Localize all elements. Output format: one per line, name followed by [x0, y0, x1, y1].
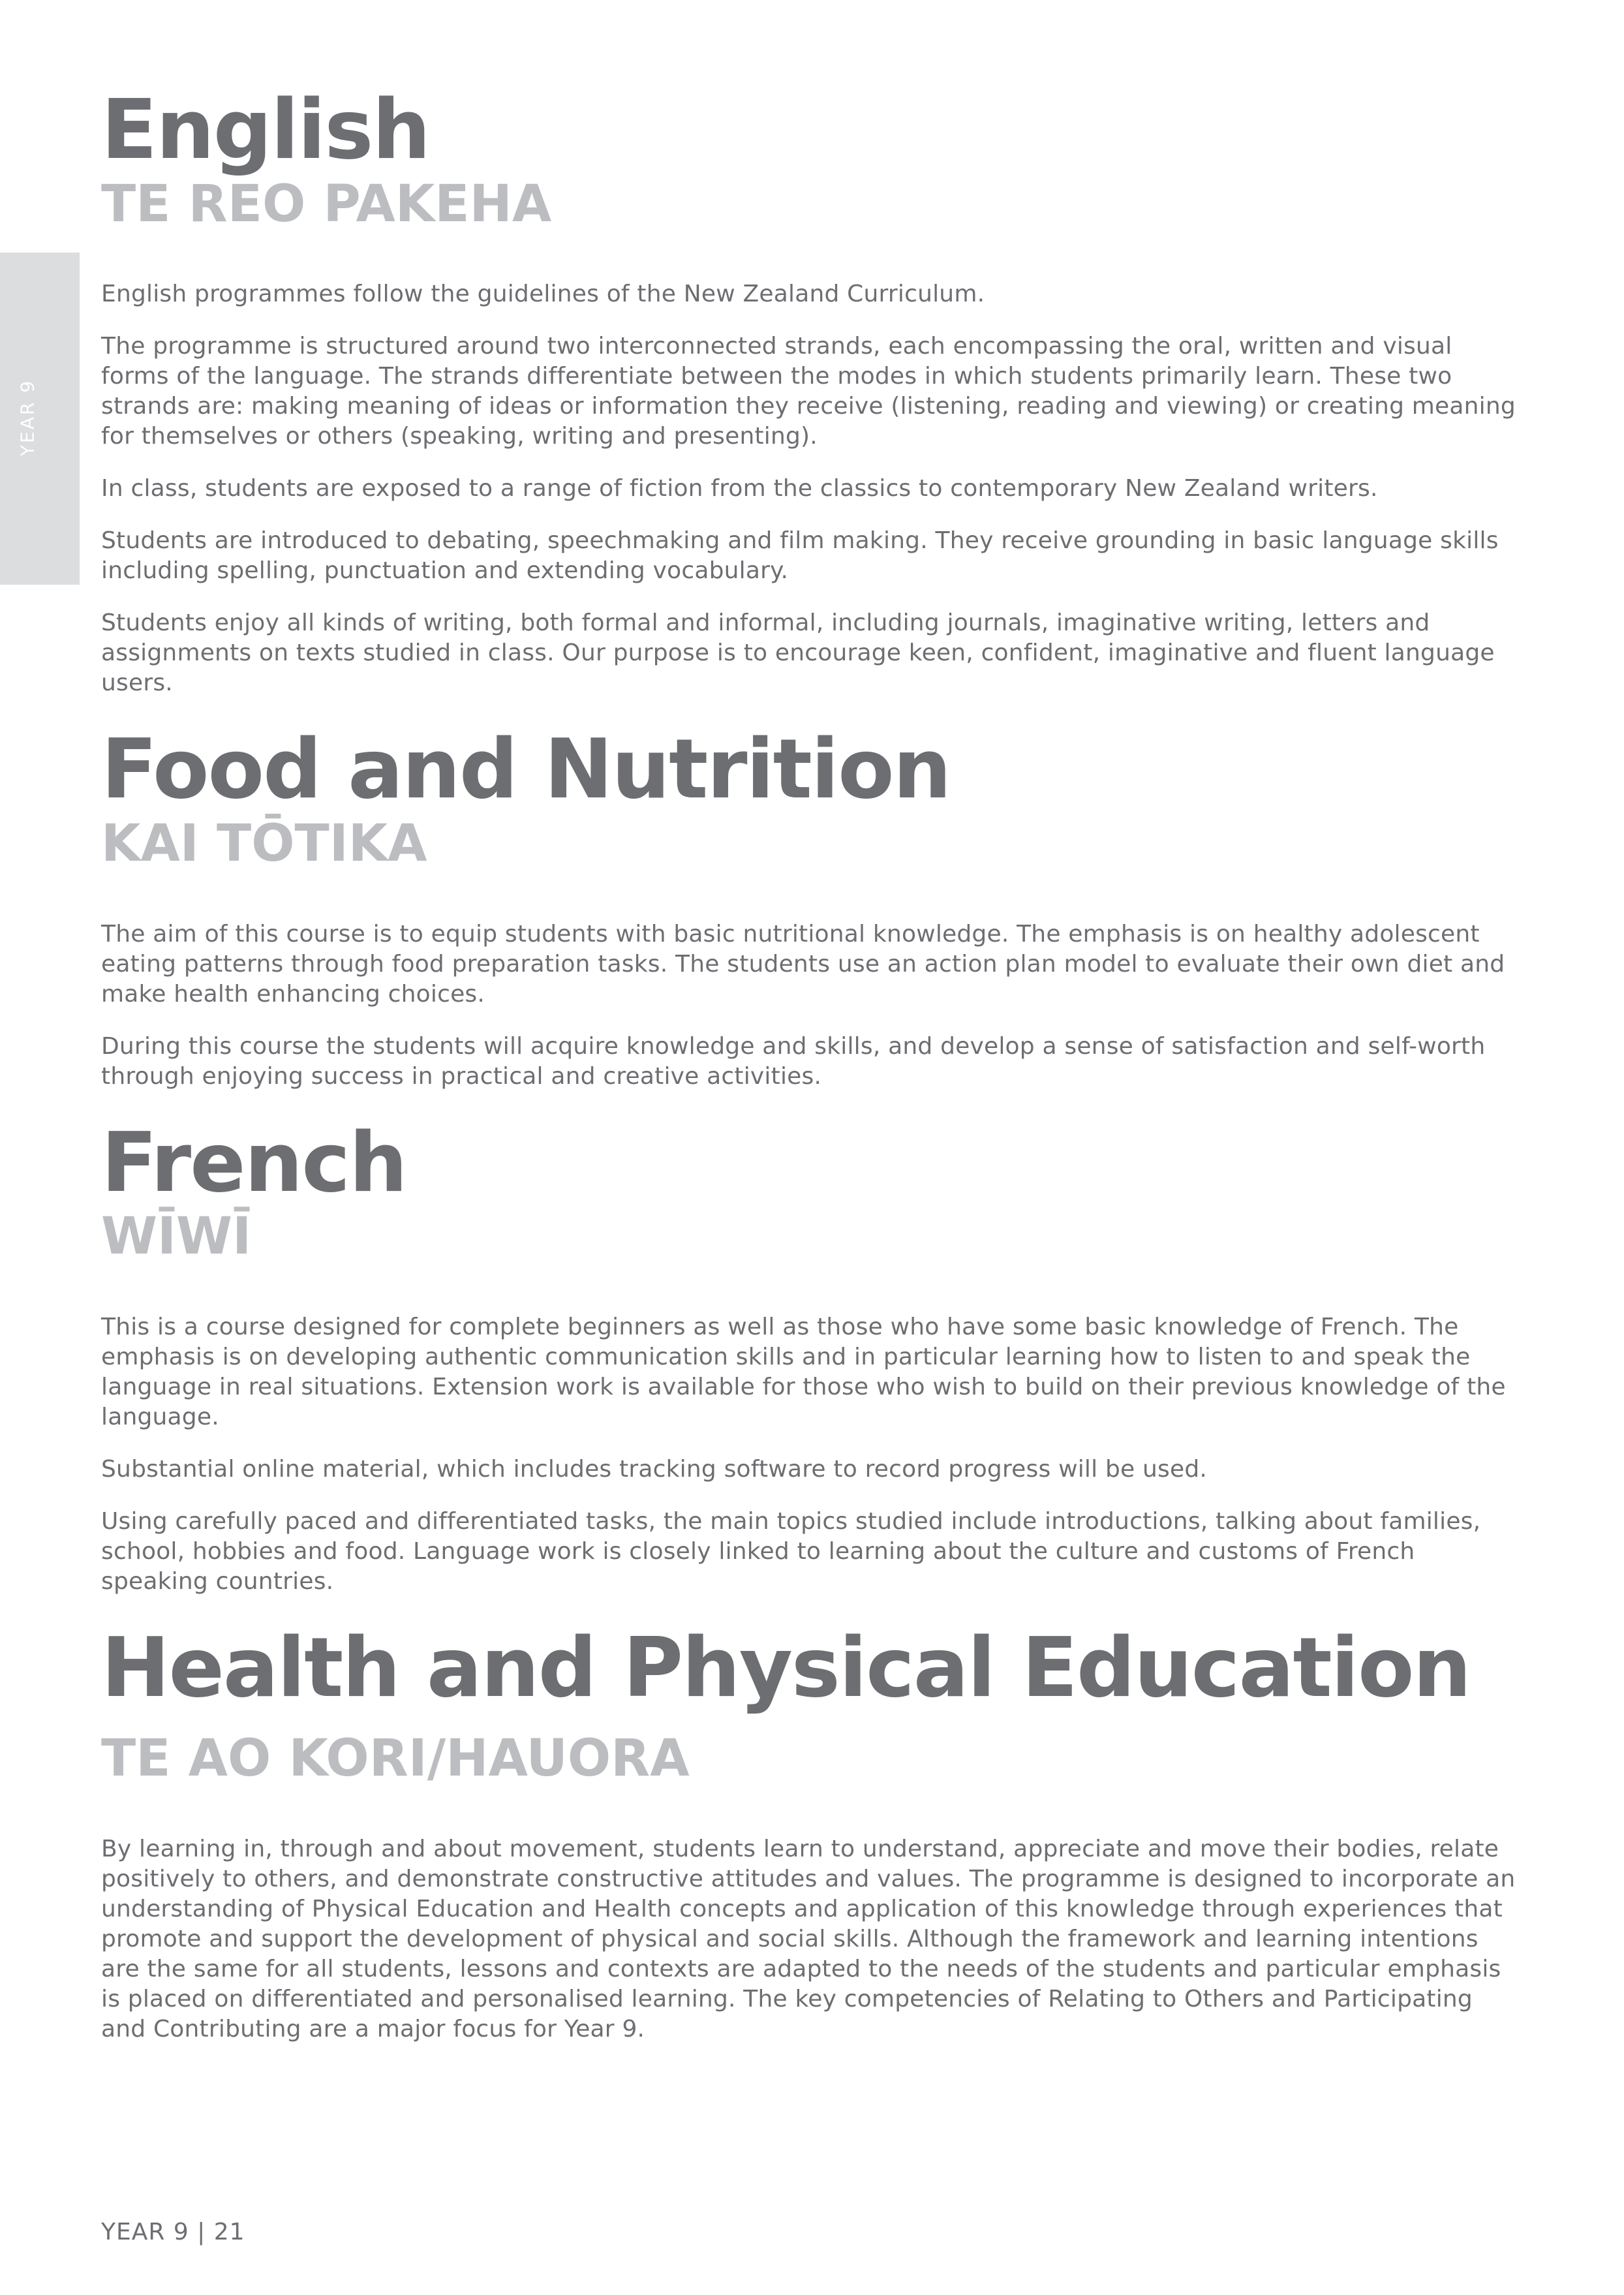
section-french: [101, 1114, 1524, 1597]
paragraph: The programme is structured around two interconnected strands, each encompassing the oral, written and visual forms of the language. The strands differentiate between the modes in which students primarily learn. These two strands are: making meaning of ideas or information they receive (listening, reading and viewing) or creating meaning for themselves or others (speaking, writing and presenting).: [101, 333, 1516, 450]
section-subtitle: KAI TŌTIKA: [101, 814, 427, 873]
section-title: Health and Physical Education: [101, 1619, 1471, 1716]
section-title: English: [101, 82, 430, 177]
page-content: [101, 82, 1524, 2067]
section-english: [101, 82, 1524, 698]
section-food-and-nutrition: [101, 721, 1524, 1091]
paragraph: During this course the students will acquire knowledge and skills, and develop a sense of satisfaction and self-worth through enjoying success in practical and creative activities.: [101, 1032, 1486, 1090]
paragraph: Using carefully paced and differentiated tasks, the main topics studied include introductions, talking about families, school, hobbies and food. Language work is closely linked to learning about the culture and customs of French speaking countries.: [101, 1507, 1481, 1595]
section-title: Food and Nutrition: [101, 721, 951, 818]
paragraph: English programmes follow the guidelines of the New Zealand Curriculum.: [101, 281, 985, 308]
paragraph: Students are introduced to debating, speechmaking and film making. They receive grounding in basic language skills including spelling, punctuation and extending vocabulary.: [101, 527, 1499, 585]
section-subtitle: TE AO KORI/HAUORA: [101, 1729, 690, 1789]
section-body: [101, 1312, 1524, 1597]
section-body: [101, 1834, 1524, 2044]
page-footer: YEAR 9 | 21: [101, 2219, 245, 2245]
section-body: [101, 279, 1524, 698]
paragraph: By learning in, through and about movement, students learn to understand, appreciate and move their bodies, relate positively to others, and demonstrate constructive attitudes and values. The programme is designed to incorporate an understanding of Physical Education and Health concepts and application of this knowledge through experiences that promote and support the development of physical and social skills. Although the framework and learning intentions are the same for all students, lessons and contexts are adapted to the needs of the students and particular emphasis is placed on differentiated and personalised learning. The key competencies of Relating to Others and Participating and Contributing are a major focus for Year 9.: [101, 1836, 1516, 2043]
side-tab-label: YEAR 9: [16, 378, 38, 457]
section-subtitle: TE REO PAKEHA: [101, 174, 552, 234]
paragraph: Students enjoy all kinds of writing, both formal and informal, including journals, imaginative writing, letters and assignments on texts studied in class. Our purpose is to encourage keen, confident, imaginative and fluent language users.: [101, 609, 1495, 697]
section-body: [101, 919, 1524, 1092]
paragraph: Substantial online material, which includes tracking software to record progress will be used.: [101, 1455, 1208, 1483]
paragraph: The aim of this course is to equip students with basic nutritional knowledge. The emphasis is on healthy adolescent eating patterns through food preparation tasks. The students use an action plan model to evaluate their own diet and make health enhancing choices.: [101, 920, 1505, 1008]
paragraph: This is a course designed for complete beginners as well as those who have some basic knowledge of French. The emphasis is on developing authentic communication skills and in particular learning how to listen to and speak the language in real situations. Extension work is available for those who wish to build on their previous knowledge of the language.: [101, 1313, 1506, 1430]
side-tab: [0, 253, 80, 585]
paragraph: In class, students are exposed to a range of fiction from the classics to contemporary New Zealand writers.: [101, 475, 1378, 502]
section-subtitle: WĪWĪ: [101, 1207, 252, 1267]
section-health-and-physical-education: [101, 1619, 1524, 2044]
section-title: French: [101, 1114, 406, 1210]
